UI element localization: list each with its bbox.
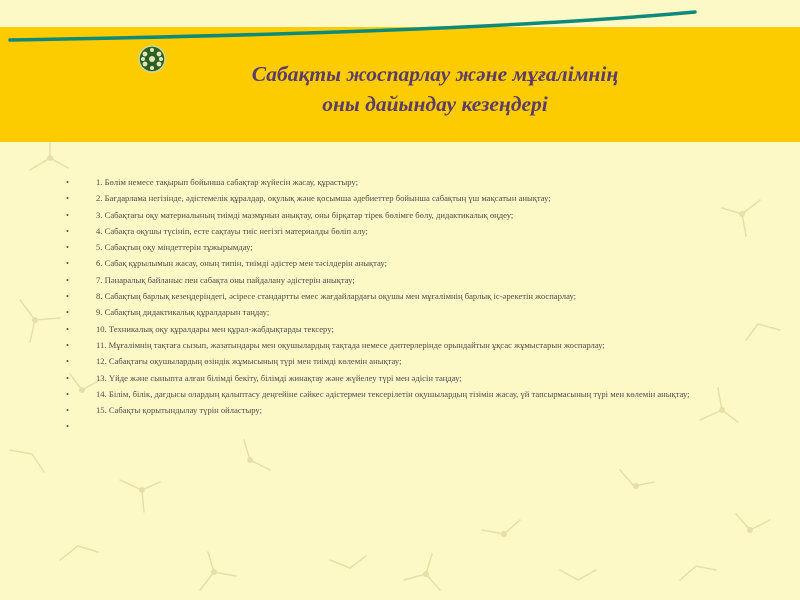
list-item	[66, 274, 746, 286]
bullet-icon: •	[66, 388, 70, 399]
list-item	[66, 339, 746, 351]
bullet-icon: •	[66, 209, 70, 220]
list-item	[66, 388, 746, 400]
bullet-icon: •	[66, 372, 70, 383]
bullet-icon: •	[66, 193, 70, 204]
list-item-text: 2. Бағдарлама негізінде, әдістемелік құралдар, оқулық және қосымша әдебиеттер бойынша сабақтың үш мақсатын анықтау;	[96, 193, 551, 204]
bullet-icon: •	[66, 177, 70, 187]
list-item	[66, 306, 746, 318]
bullet-icon: •	[66, 339, 70, 350]
list-item	[66, 176, 746, 188]
list-item-text: 11. Мұғалімнің тақтаға сызып, жазатындары мен оқушылардың тақтада немесе дәптерлерінде орындайтын ұқсас жұмыстарын жоспарлау;	[96, 339, 605, 350]
list-item	[66, 225, 746, 237]
list-item-text: 15. Сабақты қорытындылау түрін ойластыру;	[96, 405, 262, 416]
list-item-text: 4. Сабақта оқушы түсініп, есте сақтауы тиіс негізгі материалды бөліп алу;	[96, 225, 368, 236]
list-item-text: 13. Үйде және сыныпта алған білімді бекіту, білімді жинақтау және жүйелеу түрі мен әдісін таңдау;	[96, 372, 462, 383]
list-item-text: 7. Пәнаралық байланыс пен сабақта оны пайдалану әдістерін анықтау;	[96, 274, 355, 285]
bullet-icon: •	[66, 242, 70, 253]
list-item-text: 8. Сабақтың барлық кезеңдеріндегі, әсіресе стандартты емес жағдайлардағы оқушы мен мұғалімнің барлық іс-әрекетін жоспарлау;	[96, 291, 577, 302]
title-line-2: оны дайындау кезеңдері	[322, 92, 548, 116]
list-item	[66, 323, 746, 335]
list-item	[66, 241, 746, 253]
list-item	[66, 257, 746, 269]
list-item	[66, 404, 746, 416]
list-item	[66, 192, 746, 204]
list-item-text: 10. Техникалық оқу құралдары мен құрал-жабдықтарды тексеру;	[96, 323, 334, 334]
bullet-icon: •	[66, 291, 70, 302]
ornament-icon	[139, 46, 165, 72]
list-item-text: 9. Сабақтың дидактикалық құралдарын таңдау;	[96, 307, 270, 318]
list-item	[66, 290, 746, 302]
list-item	[66, 355, 746, 367]
bullet-icon: •	[66, 323, 70, 334]
bullet-icon: •	[66, 307, 70, 318]
list-item-text: 12. Сабақтағы оқушылардың өзіндік жұмысының түрі мен тиімді көлемін анықтау;	[96, 356, 402, 367]
bullet-icon: •	[66, 225, 70, 236]
list-item-text: 5. Сабақтың оқу міндеттерін тұжырымдау;	[96, 242, 253, 253]
list-item	[66, 420, 746, 432]
bullet-icon: •	[66, 274, 70, 285]
bullet-icon: •	[66, 405, 70, 416]
list-item-text: 14. Білім, білік, дағдысы олардың қалыптасу деңгейіне сәйкес әдістермен тексерілетін оқушылардың тізімін жасау, үй тапсырмасының түрі мен көлемін анықтау;	[96, 388, 690, 399]
page-title	[195, 59, 675, 119]
list-item-text: 1. Бөлім немесе тақырып бойынша сабақтар жүйесін жасау, құрастыру;	[96, 177, 359, 187]
bullet-icon: •	[66, 421, 70, 432]
lesson-steps-list	[66, 176, 746, 437]
list-item-text: 6. Сабақ құрылымын жасау, оның типін, тиімді әдістер мен тәсілдерін анықтау;	[96, 258, 387, 269]
bullet-icon: •	[66, 258, 70, 269]
title-line-1: Сабақты жоспарлау және мұғалімнің	[251, 62, 619, 86]
list-item-text: 3. Сабақтағы оқу материалының тиімді мазмұнын анықтау, оны бірқатар тірек бөлімге бөлу, дидактикалық өңдеу;	[96, 209, 514, 220]
list-item	[66, 209, 746, 221]
list-item	[66, 372, 746, 384]
bullet-icon: •	[66, 356, 70, 367]
